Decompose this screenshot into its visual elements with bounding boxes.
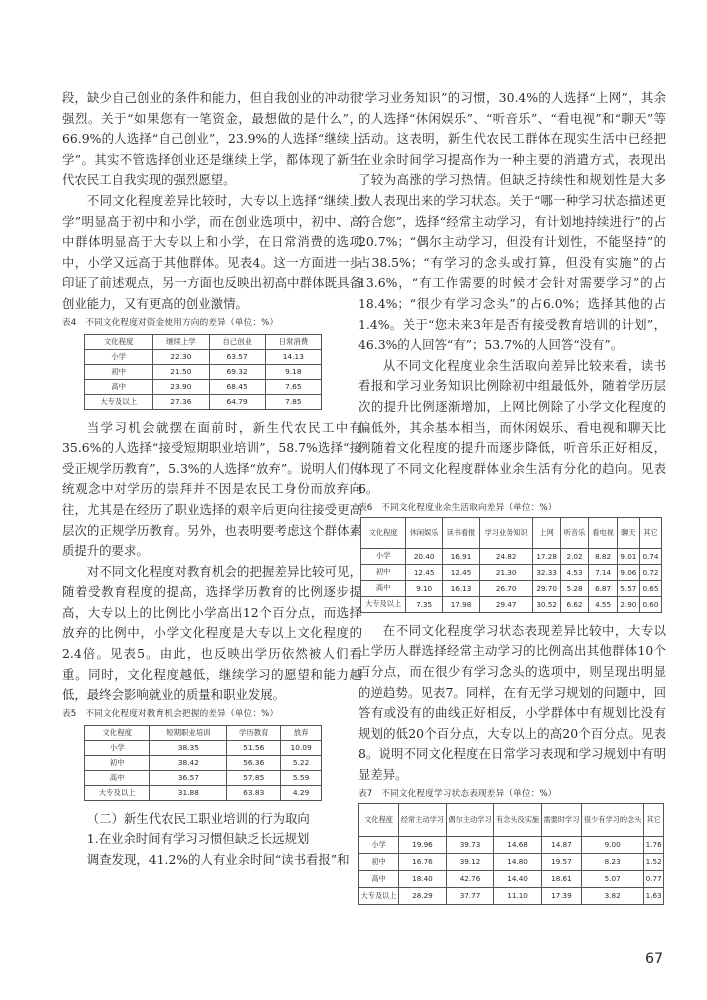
- table-cell: 高中: [361, 580, 406, 596]
- table-cell: 2.90: [617, 596, 639, 612]
- table-cell: 17.98: [443, 596, 480, 612]
- table-cell: 小学: [359, 836, 399, 853]
- table-header-cell: 上网: [533, 517, 560, 548]
- table-cell: 19.57: [541, 853, 581, 870]
- table-cell: 29.47: [479, 596, 533, 612]
- table-cell: 16.76: [399, 853, 447, 870]
- table-cell: 16.91: [443, 548, 480, 564]
- paragraph: “学习业务知识”的习惯，30.4%的人选择“上网”，其余的人选择“休闲娱乐”、“听音乐”、“看电视”和“聊天”等活动。这表明，新生代农民工群体在现实生活中已经把在业余时间学习提高作为一种主要的消遣方式，表现出了较为高涨的学习热情。但缺乏持续性和规划性是大多数人表现出来的学习状态。关于“哪一种学习状态描述更符合您”，选择“经常主动学习，有计划地持续进行”的占20.7%；“偶尔主动学习，但没有计划性，不能坚持”的占38.5%；“有学习的念头或打算，但没有实施”的占13.6%，“有工作需要的时候才会针对需要学习”的占18.4%；“很少有学习念头”的占6.0%；选择其他的占1.4%。关于“您未来3年是否有接受教育培训的计划”，46.3%的人回答“有”；53.7%的人回答“没有”。: [358, 90, 666, 353]
- section-heading: （二）新生代农民工职业培训的行为取向: [86, 810, 310, 826]
- table-cell: 5.59: [281, 770, 322, 785]
- table-header-cell: 有念头没实施: [494, 803, 542, 836]
- page-number: 67: [645, 951, 663, 967]
- table-row: [85, 349, 322, 364]
- table-cell: 18.40: [399, 870, 447, 887]
- table-cell: 12.45: [443, 564, 480, 580]
- table-cell: 4.53: [560, 564, 589, 580]
- paragraph: 对不同文化程度对教育机会的把握差异比较可见，随着受教育程度的提高，选择学历教育的比例逐步提高，大专以上的比例比小学高出12个百分点，而选择放弃的比例中，小学文化程度是大专以上文化程度的2.4倍。见表5。由此，也反映出学历依然被人们看重。同时，文化程度越低，继续学习的愿望和能力越低，最终会影响就业的质量和职业发展。: [62, 563, 362, 703]
- table-cell: 30.52: [533, 596, 560, 612]
- table-cell: 39.12: [446, 853, 494, 870]
- table-header-row: [359, 803, 664, 836]
- table-row: [361, 548, 662, 564]
- table-row: [359, 836, 664, 853]
- table-row: [85, 770, 322, 785]
- table-header-cell: 其它: [639, 517, 661, 548]
- table-cell: 3.82: [582, 887, 644, 904]
- table-cell: 39.73: [446, 836, 494, 853]
- subsection-heading: 1.在业余时间有学习习惯但缺乏长远规划: [86, 831, 310, 847]
- table-cell: 初中: [359, 853, 399, 870]
- table-row: [361, 596, 662, 612]
- table-cell: 28.29: [399, 887, 447, 904]
- table-cell: 初中: [85, 755, 150, 770]
- table-cell: 0.60: [639, 596, 661, 612]
- table-header-cell: 文化程度: [359, 803, 399, 836]
- table-header-cell: 自己创业: [209, 334, 265, 349]
- table-cell: 0.74: [639, 548, 661, 564]
- table-cell: 7.35: [406, 596, 443, 612]
- table-cell: 14.80: [494, 853, 542, 870]
- table-cell: 8.82: [589, 548, 618, 564]
- table-cell: 5.22: [281, 755, 322, 770]
- table-header-row: [85, 725, 322, 740]
- table-cell: 26.70: [479, 580, 533, 596]
- table-cell: 5.07: [582, 870, 644, 887]
- table-caption: 表4 不同文化程度对资金使用方向的差异（单位：%）: [62, 317, 279, 328]
- table-cell: 4.29: [281, 785, 322, 800]
- table-cell: 21.50: [153, 364, 209, 379]
- table-cell: 9.10: [406, 580, 443, 596]
- table-cell: 12.45: [406, 564, 443, 580]
- table-cell: 7.14: [589, 564, 618, 580]
- table-header-cell: 偶尔主动学习: [446, 803, 494, 836]
- table-cell: 68.45: [209, 379, 265, 394]
- table-header-row: [85, 334, 322, 349]
- table-cell: 0.72: [639, 564, 661, 580]
- table-cell: 19.96: [399, 836, 447, 853]
- table-cell: 27.36: [153, 394, 209, 409]
- table-cell: 1.63: [644, 887, 664, 904]
- table-cell: 31.88: [150, 785, 227, 800]
- table-cell: 21.30: [479, 564, 533, 580]
- table-header-cell: 读书看报: [443, 517, 480, 548]
- table-row: [359, 870, 664, 887]
- table-cell: 8.23: [582, 853, 644, 870]
- table-cell: 5.28: [560, 580, 589, 596]
- table-cell: 0.77: [644, 870, 664, 887]
- paragraph: 调查发现，41.2%的人有业余时间“读书看报”和: [86, 852, 350, 868]
- table-7: [358, 803, 664, 905]
- table-cell: 69.32: [209, 364, 265, 379]
- table-header-cell: 放弃: [281, 725, 322, 740]
- table-cell: 51.56: [227, 740, 281, 755]
- table-cell: 57.85: [227, 770, 281, 785]
- table-header-row: [361, 517, 662, 548]
- paragraph: 从不同文化程度业余生活取向差异比较来看，读书看报和学习业务知识比例除初中组最低外，随着学历层次的提升比例逐渐增加，上网比例除了小学文化程度的偏低外，其余基本相当，而休闲娱乐、看电视和聊天比例随着文化程度的提升而逐步降低，听音乐正好相反，体现了不同文化程度群体业余生活有分化的趋向。见表6。: [358, 357, 666, 497]
- table-caption: 表6 不同文化程度业余生活取向差异（单位：%）: [358, 502, 557, 513]
- table-cell: 大专及以上: [85, 394, 153, 409]
- table-cell: 大专及以上: [361, 596, 406, 612]
- table-cell: 10.09: [281, 740, 322, 755]
- table-header-cell: 很少有学习的念头: [582, 803, 644, 836]
- table-cell: 小学: [85, 349, 153, 364]
- table-cell: 高中: [85, 770, 150, 785]
- table-cell: 14.40: [494, 870, 542, 887]
- table-header-cell: 休闲娱乐: [406, 517, 443, 548]
- table-cell: 29.70: [533, 580, 560, 596]
- table-cell: 初中: [361, 564, 406, 580]
- table-header-cell: 短期职业培训: [150, 725, 227, 740]
- table-cell: 20.40: [406, 548, 443, 564]
- table-cell: 32.33: [533, 564, 560, 580]
- table-cell: 14.87: [541, 836, 581, 853]
- table-header-cell: 文化程度: [85, 725, 150, 740]
- table-row: [85, 394, 322, 409]
- table-cell: 初中: [85, 364, 153, 379]
- table-header-cell: 日常消费: [265, 334, 321, 349]
- table-cell: 64.79: [209, 394, 265, 409]
- table-cell: 1.52: [644, 853, 664, 870]
- table-cell: 17.39: [541, 887, 581, 904]
- table-cell: 7.85: [265, 394, 321, 409]
- table-cell: 23.90: [153, 379, 209, 394]
- table-cell: 大专及以上: [359, 887, 399, 904]
- table-cell: 42.76: [446, 870, 494, 887]
- table-header-cell: 学历教育: [227, 725, 281, 740]
- table-cell: 16.13: [443, 580, 480, 596]
- table-header-cell: 看电视: [589, 517, 618, 548]
- table-cell: 小学: [85, 740, 150, 755]
- table-cell: 高中: [359, 870, 399, 887]
- table-cell: 36.57: [150, 770, 227, 785]
- table-header-cell: 文化程度: [361, 517, 406, 548]
- paragraph: 当学习机会就摆在面前时，新生代农民工中有35.6%的人选择“接受短期职业培训”，58.7%选择“接受正规学历教育”，5.3%的人选择“放弃”。说明人们传统观念中对学历的崇拜并不因是农民工身份而放弃向往，尤其是在经历了职业选择的艰辛后更向往接受更高层次的正规学历教育。另外，也表明要考虑这个群体素质提升的要求。: [62, 419, 362, 559]
- table-6: [360, 517, 662, 613]
- table-cell: 63.57: [209, 349, 265, 364]
- table-cell: 56.36: [227, 755, 281, 770]
- table-header-cell: 文化程度: [85, 334, 153, 349]
- table-cell: 6.87: [589, 580, 618, 596]
- table-row: [85, 785, 322, 800]
- table-4: [84, 334, 322, 410]
- table-row: [359, 887, 664, 904]
- table-cell: 37.77: [446, 887, 494, 904]
- table-cell: 9.00: [582, 836, 644, 853]
- table-cell: 7.65: [265, 379, 321, 394]
- left-column: [62, 88, 362, 871]
- table-header-cell: 学习业务知识: [479, 517, 533, 548]
- table-cell: 4.55: [589, 596, 618, 612]
- paragraph: 不同文化程度差异比较时，大专以上选择“继续上学”明显高于初中和小学，而在创业选项中，初中、高中群体明显高于大专以上和小学，在日常消费的选项中，小学又远高于其他群体。见表4。这一方面进一步印证了前述观点，另一方面也反映出初高中群体既具备创业能力，又有更高的创业激情。: [62, 192, 362, 311]
- table-cell: 6.62: [560, 596, 589, 612]
- table-cell: 14.68: [494, 836, 542, 853]
- table-row: [85, 755, 322, 770]
- table-caption: 表5 不同文化程度对教育机会把握的差异（单位：%）: [62, 708, 279, 719]
- table-cell: 5.57: [617, 580, 639, 596]
- right-column: [358, 88, 666, 905]
- table-cell: 1.76: [644, 836, 664, 853]
- paragraph: 在不同文化程度学习状态表现差异比较中，大专以上学历人群选择经常主动学习的比例高出其他群体10个百分点，而在很少有学习念头的选项中，则呈现出明显的逆趋势。见表7。同样，在有无学习规划的问题中，回答有或没有的曲线正好相反，小学群体中有规划比没有规划的低20个百分点，大专以上的高20个百分点。见表8。说明不同文化程度在日常学习表现和学习规划中有明显差异。: [358, 622, 666, 783]
- table-5: [84, 725, 322, 801]
- table-cell: 0.65: [639, 580, 661, 596]
- table-header-cell: 需要时学习: [541, 803, 581, 836]
- table-cell: 17.28: [533, 548, 560, 564]
- table-cell: 11.10: [494, 887, 542, 904]
- table-cell: 9.18: [265, 364, 321, 379]
- table-cell: 24.82: [479, 548, 533, 564]
- table-row: [85, 364, 322, 379]
- table-cell: 高中: [85, 379, 153, 394]
- table-cell: 63.83: [227, 785, 281, 800]
- table-row: [85, 379, 322, 394]
- table-row: [85, 740, 322, 755]
- table-header-cell: 继续上学: [153, 334, 209, 349]
- table-cell: 22.30: [153, 349, 209, 364]
- table-row: [361, 564, 662, 580]
- table-cell: 18.61: [541, 870, 581, 887]
- table-cell: 小学: [361, 548, 406, 564]
- table-cell: 14.13: [265, 349, 321, 364]
- table-header-cell: 听音乐: [560, 517, 589, 548]
- table-header-cell: 其它: [644, 803, 664, 836]
- table-row: [361, 580, 662, 596]
- table-header-cell: 聊天: [617, 517, 639, 548]
- paragraph: 段，缺少自己创业的条件和能力，但自我创业的冲动很强烈。关于“如果您有一笔资金，最想做的是什么”，66.9%的人选择“自己创业”，23.9%的人选择“继续上学”。其实不管选择创业还是继续上学，都体现了新生代农民工自我实现的强烈愿望。: [62, 90, 362, 188]
- table-cell: 9.01: [617, 548, 639, 564]
- table-cell: 大专及以上: [85, 785, 150, 800]
- table-cell: 38.42: [150, 755, 227, 770]
- table-row: [359, 853, 664, 870]
- table-cell: 38.35: [150, 740, 227, 755]
- table-cell: 9.06: [617, 564, 639, 580]
- table-caption: 表7 不同文化程度学习状态表现差异（单位：%）: [358, 788, 557, 799]
- table-header-cell: 经常主动学习: [399, 803, 447, 836]
- table-cell: 2.02: [560, 548, 589, 564]
